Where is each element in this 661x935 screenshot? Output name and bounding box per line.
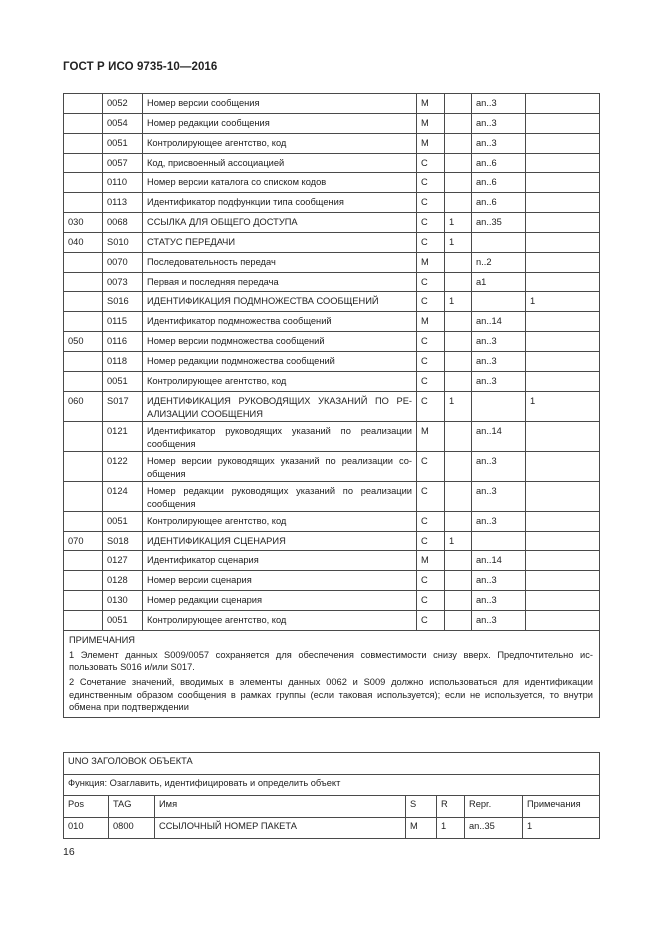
table-row [64,133,600,153]
cell-s: C [417,173,445,193]
cell-r [445,451,472,481]
cell-r: 1 [445,531,472,551]
cell-notes [526,371,600,391]
cell-pos [64,193,103,213]
cell-s: C [417,610,445,630]
cell-s: C [417,591,445,611]
cell-r: 1 [445,391,472,421]
cell-notes [526,113,600,133]
cell-repr: an..6 [472,153,526,173]
cell-notes [526,312,600,332]
cell-name: Контролирующее агентство, код [143,511,417,531]
cell-name: Номер редакции сценария [143,591,417,611]
document-header: ГОСТ Р ИСО 9735-10—2016 [63,61,218,73]
cell-s: C [417,531,445,551]
cell-pos [64,591,103,611]
cell-r [445,511,472,531]
cell-pos [64,292,103,312]
cell-notes: 1 [526,292,600,312]
cell-pos [64,272,103,292]
cell-r [445,193,472,213]
page-number: 16 [63,846,75,858]
cell-name: Последовательность передач [143,252,417,272]
header-name: Имя [155,796,406,818]
header-repr: Repr. [465,796,523,818]
segment-table [63,93,600,718]
cell-name: Идентификатор сценария [143,551,417,571]
cell-notes [526,153,600,173]
cell-repr: an..3 [472,133,526,153]
cell-repr: an..3 [472,451,526,481]
cell-r [445,173,472,193]
cell-r [445,133,472,153]
cell-s: M [417,421,445,451]
cell-r [445,312,472,332]
cell-r: 1 [437,817,465,839]
cell-s: M [417,113,445,133]
cell-repr: an..3 [472,351,526,371]
table-row [64,371,600,391]
uno-data-row [64,817,600,839]
cell-r [445,113,472,133]
cell-pos: 040 [64,232,103,252]
table-row [64,113,600,133]
cell-pos: 050 [64,332,103,352]
cell-pos [64,133,103,153]
cell-pos [64,252,103,272]
table-row [64,193,600,213]
cell-repr: an..3 [472,371,526,391]
table-row [64,312,600,332]
cell-name: Код, присвоенный ассоциацией [143,153,417,173]
cell-r [445,272,472,292]
cell-notes [526,272,600,292]
cell-notes [526,481,600,511]
cell-notes [526,421,600,451]
cell-tag: 0130 [103,591,143,611]
cell-repr: an..3 [472,571,526,591]
cell-s: C [417,292,445,312]
cell-notes [526,193,600,213]
cell-repr: an..3 [472,113,526,133]
table-row [64,551,600,571]
cell-s: C [417,193,445,213]
cell-tag: 0051 [103,610,143,630]
cell-pos [64,312,103,332]
cell-notes [526,133,600,153]
cell-notes: 1 [523,817,600,839]
cell-pos [64,173,103,193]
cell-s: M [417,94,445,114]
cell-name: Номер редакции руководящих указаний по реализации сообщения [143,481,417,511]
cell-name: Номер версии каталога со списком кодов [143,173,417,193]
cell-name: Идентификатор руководящих указаний по реализации сообщения [143,421,417,451]
cell-tag: S016 [103,292,143,312]
cell-r [445,551,472,571]
table-row [64,94,600,114]
table-row [64,421,600,451]
header-s: S [406,796,437,818]
cell-tag: 0070 [103,252,143,272]
header-r: R [437,796,465,818]
cell-name: Номер версии сообщения [143,94,417,114]
cell-r [445,591,472,611]
cell-name: Номер редакции подмножества сообщений [143,351,417,371]
cell-name: Номер редакции сообщения [143,113,417,133]
cell-tag: 0127 [103,551,143,571]
cell-repr: n..2 [472,252,526,272]
cell-r [445,351,472,371]
cell-name: ССЫЛОЧНЫЙ НОМЕР ПАКЕТА [155,817,406,839]
table-row [64,531,600,551]
cell-s: C [417,332,445,352]
cell-tag: S018 [103,531,143,551]
cell-notes [526,213,600,233]
cell-tag: 0057 [103,153,143,173]
cell-notes [526,511,600,531]
cell-repr: an..3 [472,332,526,352]
cell-repr: an..3 [472,591,526,611]
cell-tag: 0800 [109,817,155,839]
cell-r: 1 [445,292,472,312]
cell-r [445,481,472,511]
cell-tag: S017 [103,391,143,421]
cell-repr: an..14 [472,551,526,571]
cell-repr: a1 [472,272,526,292]
cell-pos [64,371,103,391]
cell-r [445,571,472,591]
notes-heading: ПРИМЕЧАНИЯ [69,634,136,645]
table-row [64,252,600,272]
table-row [64,232,600,252]
cell-name: ИДЕНТИФИКАЦИЯ ПОДМНОЖЕСТВА СООБЩЕНИЙ [143,292,417,312]
cell-r [445,252,472,272]
table-row [64,451,600,481]
cell-pos [64,571,103,591]
table-row [64,610,600,630]
table-row [64,272,600,292]
notes-row [64,630,600,717]
cell-repr [472,292,526,312]
cell-repr: an..14 [472,421,526,451]
cell-s: C [417,451,445,481]
cell-notes [526,94,600,114]
cell-tag: 0122 [103,451,143,481]
cell-pos: 030 [64,213,103,233]
table-row [64,292,600,312]
uno-header-row [64,796,600,818]
table-row [64,153,600,173]
cell-tag: 0124 [103,481,143,511]
cell-s: M [417,551,445,571]
uno-segment-table [63,752,600,839]
cell-notes [526,531,600,551]
table-row [64,173,600,193]
header-tag: TAG [109,796,155,818]
uno-title: UNO ЗАГОЛОВОК ОБЪЕКТА [64,753,600,775]
cell-tag: 0113 [103,193,143,213]
cell-tag: 0052 [103,94,143,114]
cell-r [445,332,472,352]
cell-name: Номер версии подмножества сообщений [143,332,417,352]
cell-repr: an..3 [472,511,526,531]
note-1: 1 Элемент данных S009/0057 сохраняется для обеспечения совместимости снизу вверх. Предпочтительно использовать S016 и/или S017. [69,649,593,673]
cell-pos [64,511,103,531]
cell-pos [64,113,103,133]
cell-notes: 1 [526,391,600,421]
uno-function-row [64,774,600,796]
cell-tag: 0118 [103,351,143,371]
cell-r [445,421,472,451]
cell-notes [526,571,600,591]
cell-name: Номер версии сценария [143,571,417,591]
cell-name: Контролирующее агентство, код [143,610,417,630]
cell-name: Номер версии руководящих указаний по реализации сообщения [143,451,417,481]
cell-repr [472,531,526,551]
cell-r [445,371,472,391]
cell-name: Контролирующее агентство, код [143,133,417,153]
cell-r [445,153,472,173]
cell-tag: S010 [103,232,143,252]
cell-s: M [417,133,445,153]
table-row [64,332,600,352]
cell-r [445,94,472,114]
cell-s: C [417,571,445,591]
cell-s: C [417,213,445,233]
cell-notes [526,551,600,571]
cell-s: C [417,272,445,292]
header-notes: Примечания [523,796,600,818]
table-row [64,351,600,371]
cell-notes [526,173,600,193]
cell-pos [64,451,103,481]
cell-tag: 0054 [103,113,143,133]
cell-r: 1 [445,213,472,233]
cell-repr: an..3 [472,94,526,114]
cell-s: M [406,817,437,839]
cell-s: C [417,351,445,371]
cell-notes [526,232,600,252]
uno-title-row [64,753,600,775]
cell-repr [472,232,526,252]
cell-tag: 0073 [103,272,143,292]
cell-name: Контролирующее агентство, код [143,371,417,391]
cell-pos [64,551,103,571]
table-row [64,481,600,511]
cell-tag: 0128 [103,571,143,591]
cell-name: ССЫЛКА ДЛЯ ОБЩЕГО ДОСТУПА [143,213,417,233]
cell-s: C [417,153,445,173]
cell-tag: 0068 [103,213,143,233]
cell-tag: 0115 [103,312,143,332]
cell-s: M [417,252,445,272]
cell-pos: 070 [64,531,103,551]
cell-s: C [417,232,445,252]
segment-table-body [64,94,600,631]
cell-name: ИДЕНТИФИКАЦИЯ РУКОВОДЯЩИХ УКАЗАНИЙ ПО РЕАЛИЗАЦИИ СООБЩЕНИЯ [143,391,417,421]
table-row [64,391,600,421]
table-row [64,213,600,233]
uno-function: Функция: Озаглавить, идентифицировать и определить объект [64,774,600,796]
cell-notes [526,332,600,352]
cell-r: 1 [445,232,472,252]
cell-name: СТАТУС ПЕРЕДАЧИ [143,232,417,252]
cell-name: Идентификатор подфункции типа сообщения [143,193,417,213]
cell-notes [526,591,600,611]
cell-notes [526,451,600,481]
cell-repr: an..3 [472,610,526,630]
notes-cell [64,630,600,717]
cell-repr: an..6 [472,193,526,213]
cell-pos [64,351,103,371]
table-row [64,571,600,591]
cell-repr: an..6 [472,173,526,193]
note-2: 2 Сочетание значений, вводимых в элементы данных 0062 и S009 должно использоваться для идентификации единственным образом сообщения в рамках группы (если таковая используется); если не используется, то внутри обмена при подтверждении [69,677,593,712]
cell-notes [526,252,600,272]
cell-s: C [417,511,445,531]
cell-tag: 0110 [103,173,143,193]
cell-repr [472,391,526,421]
cell-s: M [417,312,445,332]
cell-s: C [417,371,445,391]
cell-repr: an..14 [472,312,526,332]
cell-repr: an..35 [465,817,523,839]
cell-repr: an..35 [472,213,526,233]
cell-pos [64,421,103,451]
cell-notes [526,351,600,371]
cell-pos [64,94,103,114]
cell-r [445,610,472,630]
cell-tag: 0051 [103,511,143,531]
cell-s: C [417,391,445,421]
header-pos: Pos [64,796,109,818]
table-row [64,511,600,531]
cell-name: Идентификатор подмножества сообщений [143,312,417,332]
table-row [64,591,600,611]
cell-tag: 0121 [103,421,143,451]
cell-pos: 010 [64,817,109,839]
cell-tag: 0051 [103,133,143,153]
cell-tag: 0116 [103,332,143,352]
cell-name: ИДЕНТИФИКАЦИЯ СЦЕНАРИЯ [143,531,417,551]
cell-pos [64,610,103,630]
cell-s: C [417,481,445,511]
cell-name: Первая и последняя передача [143,272,417,292]
cell-notes [526,610,600,630]
cell-pos [64,481,103,511]
cell-pos: 060 [64,391,103,421]
cell-repr: an..3 [472,481,526,511]
cell-tag: 0051 [103,371,143,391]
cell-pos [64,153,103,173]
